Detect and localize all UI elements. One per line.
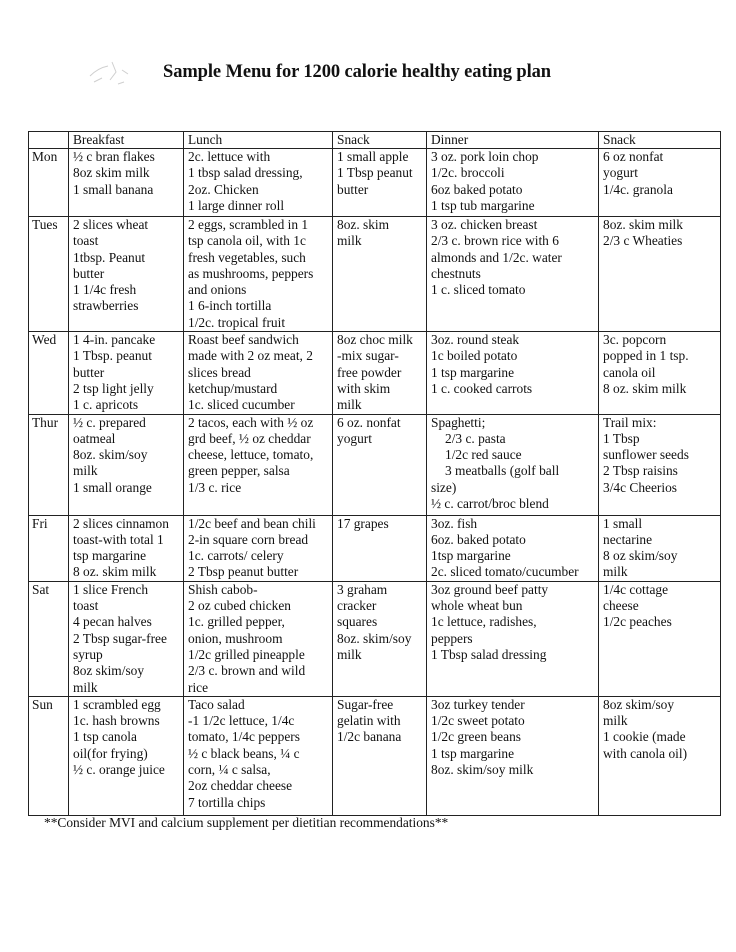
menu-item-line: yogurt: [603, 165, 638, 181]
table-row: [29, 149, 721, 217]
menu-item-line: 2c. sliced tomato/cucumber: [431, 564, 579, 580]
menu-item-line: ketchup/mustard: [188, 380, 278, 396]
menu-item-line: milk: [603, 564, 628, 580]
menu-item-line: 2 Tbsp raisins: [603, 463, 678, 479]
menu-item-line: 8oz skim/soy: [73, 663, 145, 679]
menu-item-line: 2/3 c. brown rice with 6: [431, 233, 559, 249]
menu-item-line: 1 large dinner roll: [188, 197, 285, 213]
menu-cell: [184, 414, 333, 515]
header-corner: [29, 132, 69, 149]
menu-item-line: 1 tsp margarine: [431, 745, 515, 761]
menu-item-line: sunflower seeds: [603, 447, 689, 463]
menu-item-line: free powder: [337, 364, 402, 380]
table-row: [29, 515, 721, 581]
menu-item-line: milk: [337, 233, 362, 249]
menu-item-line: 1/4c cottage: [603, 581, 669, 597]
menu-item-line: ½ c. orange juice: [73, 762, 165, 778]
menu-item-line: 1 1/4c fresh: [73, 282, 137, 298]
menu-item-line: canola oil: [603, 364, 656, 380]
menu-item-line: made with 2 oz meat, 2: [188, 348, 313, 364]
menu-item-line: toast: [73, 233, 99, 249]
menu-item-line: cheese, lettuce, tomato,: [188, 447, 314, 463]
menu-item-line: Shish cabob-: [188, 581, 258, 597]
menu-item-line: squares: [337, 614, 378, 630]
menu-cell: [333, 581, 427, 696]
menu-item-line: 1 tbsp salad dressing,: [188, 165, 303, 181]
menu-cell: [184, 696, 333, 815]
menu-cell: [69, 414, 184, 515]
menu-cell: [333, 414, 427, 515]
table-row: [29, 581, 721, 696]
menu-item-line: 1/2c beef and bean chili: [188, 515, 316, 531]
table-row: [29, 414, 721, 515]
menu-table: [28, 131, 721, 816]
day-label: Mon: [29, 149, 69, 217]
menu-item-line: 2oz cheddar cheese: [188, 778, 293, 794]
table-row: [29, 217, 721, 332]
menu-item-line: butter: [73, 265, 105, 281]
menu-item-line: 1 6-inch tortilla: [188, 298, 272, 314]
menu-item-line: 8 oz. skim milk: [73, 564, 157, 580]
menu-item-line: 1/2c green beans: [431, 729, 521, 745]
menu-item-line: 1 tsp canola: [73, 729, 137, 745]
menu-item-line: 1tsp margarine: [431, 548, 511, 564]
menu-cell: [184, 581, 333, 696]
column-header: Breakfast: [69, 132, 184, 149]
menu-item-line: 1 cookie (made: [603, 729, 686, 745]
menu-item-line: toast-with total 1: [73, 531, 164, 547]
menu-cell: [333, 515, 427, 581]
menu-item-line: peppers: [431, 630, 473, 646]
menu-item-line: 4 pecan halves: [73, 614, 152, 630]
menu-item-line: ½ c. prepared: [73, 414, 146, 430]
menu-cell: [427, 332, 599, 414]
menu-item-line: 1 c. apricots: [73, 397, 139, 413]
menu-item-line: as mushrooms, peppers: [188, 265, 314, 281]
menu-item-line: 1/4c. granola: [603, 181, 673, 197]
menu-cell: [69, 696, 184, 815]
menu-item-line: Spaghetti;: [431, 414, 486, 430]
menu-item-line: 1c. sliced cucumber: [188, 397, 295, 413]
menu-item-line: -mix sugar-: [337, 348, 399, 364]
menu-item-line: 2 tacos, each with ½ oz: [188, 414, 314, 430]
menu-cell: [333, 696, 427, 815]
column-header: Lunch: [184, 132, 333, 149]
menu-item-line: butter: [73, 364, 105, 380]
menu-item-line: ½ c bran flakes: [73, 149, 155, 164]
menu-item-line: onion, mushroom: [188, 630, 283, 646]
menu-item-line: Sugar-free: [337, 696, 394, 712]
menu-item-line: 3 meatballs (golf ball: [445, 463, 560, 479]
menu-item-line: 1/2c. broccoli: [431, 165, 505, 181]
menu-item-line: 1 small banana: [73, 181, 154, 197]
menu-item-line: 2/3 c. pasta: [445, 430, 506, 446]
menu-item-line: 1/2c peaches: [603, 614, 672, 630]
menu-item-line: 3 oz. chicken breast: [431, 217, 538, 232]
menu-item-line: fresh vegetables, such: [188, 249, 306, 265]
menu-item-line: 2-in square corn bread: [188, 531, 309, 547]
menu-item-line: 1c lettuce, radishes,: [431, 614, 537, 630]
day-label: Wed: [29, 332, 69, 414]
table-row: [29, 696, 721, 815]
menu-cell: [184, 217, 333, 332]
menu-cell: [184, 332, 333, 414]
menu-item-line: 3 oz. pork loin chop: [431, 149, 539, 164]
column-header: Snack: [333, 132, 427, 149]
menu-item-line: 8 oz skim/soy: [603, 548, 678, 564]
menu-item-line: 1 tsp tub margarine: [431, 197, 535, 213]
footer-note: **Consider MVI and calcium supplement per dietitian recommendations**: [44, 815, 449, 830]
menu-item-line: grd beef, ½ oz cheddar: [188, 430, 311, 446]
menu-cell: [427, 581, 599, 696]
day-label: Sat: [29, 581, 69, 696]
menu-item-line: 1 Tbsp peanut: [337, 165, 413, 181]
menu-item-line: 1 Tbsp. peanut: [73, 348, 152, 364]
menu-item-line: 1 small apple: [337, 149, 409, 164]
menu-cell: [599, 332, 721, 414]
menu-item-line: cracker: [337, 598, 377, 614]
menu-item-line: milk: [73, 679, 98, 695]
menu-item-line: 2 eggs, scrambled in 1: [188, 217, 309, 232]
menu-cell: [69, 581, 184, 696]
menu-cell: [427, 217, 599, 332]
day-label: Tues: [29, 217, 69, 332]
menu-item-line: Taco salad: [188, 696, 245, 712]
menu-cell: [333, 217, 427, 332]
menu-item-line: with skim: [337, 380, 391, 396]
menu-item-line: syrup: [73, 646, 103, 662]
menu-item-line: -1 1/2c lettuce, 1/4c: [188, 713, 295, 729]
day-label: Thur: [29, 414, 69, 515]
scan-smudge-mark: [88, 58, 136, 88]
menu-item-line: 1 Tbsp salad dressing: [431, 646, 547, 662]
menu-item-line: 1c. carrots/ celery: [188, 548, 284, 564]
menu-item-line: corn, ¼ c salsa,: [188, 762, 271, 778]
menu-item-line: 2 slices wheat: [73, 217, 149, 232]
menu-cell: [599, 515, 721, 581]
menu-cell: [69, 149, 184, 217]
menu-cell: [69, 217, 184, 332]
menu-item-line: 2 Tbsp peanut butter: [188, 564, 299, 580]
header-row: [29, 132, 721, 149]
table-row: [29, 332, 721, 414]
menu-cell: [184, 515, 333, 581]
menu-item-line: 1 slice French: [73, 581, 149, 597]
menu-item-line: 6oz baked potato: [431, 181, 523, 197]
menu-item-line: 8oz choc milk: [337, 332, 413, 348]
menu-item-line: 2 slices cinnamon: [73, 515, 169, 531]
menu-cell: [333, 149, 427, 217]
menu-cell: [599, 581, 721, 696]
menu-item-line: 3oz. round steak: [431, 332, 520, 348]
menu-item-line: 1 small: [603, 515, 643, 531]
menu-item-line: 6 oz. nonfat: [337, 414, 401, 430]
menu-item-line: popped in 1 tsp.: [603, 348, 689, 364]
menu-item-line: oil(for frying): [73, 745, 148, 761]
menu-item-line: whole wheat bun: [431, 598, 523, 614]
menu-item-line: 3oz turkey tender: [431, 696, 525, 712]
menu-item-line: 1 Tbsp: [603, 430, 640, 446]
menu-cell: [599, 149, 721, 217]
menu-item-line: 2/3 c Wheaties: [603, 233, 683, 249]
menu-item-line: tsp canola oil, with 1c: [188, 233, 306, 249]
menu-item-line: 8oz. skim: [337, 217, 390, 232]
menu-cell: [427, 149, 599, 217]
menu-item-line: milk: [337, 397, 362, 413]
menu-cell: [427, 414, 599, 515]
menu-item-line: toast: [73, 598, 99, 614]
menu-item-line: 1/3 c. rice: [188, 479, 242, 495]
menu-item-line: 2 Tbsp sugar-free: [73, 630, 167, 646]
menu-item-line: 1tbsp. Peanut: [73, 249, 146, 265]
menu-cell: [333, 332, 427, 414]
menu-cell: [599, 696, 721, 815]
menu-item-line: butter: [337, 181, 369, 197]
menu-cell: [69, 332, 184, 414]
page-title: Sample Menu for 1200 calorie healthy eating plan: [163, 62, 551, 82]
menu-item-line: 3/4c Cheerios: [603, 479, 678, 495]
menu-item-line: 2c. lettuce with: [188, 149, 271, 164]
menu-item-line: 3oz. fish: [431, 515, 478, 531]
menu-item-line: 1c. hash browns: [73, 713, 160, 729]
menu-item-line: 8 oz. skim milk: [603, 380, 687, 396]
menu-item-line: 17 grapes: [337, 515, 389, 531]
menu-item-line: milk: [603, 713, 628, 729]
menu-item-line: nectarine: [603, 531, 653, 547]
day-label: Fri: [29, 515, 69, 581]
menu-item-line: 8oz skim/soy: [603, 696, 675, 712]
menu-item-line: 2/3 c. brown and wild: [188, 663, 306, 679]
menu-item-line: size): [431, 479, 457, 495]
menu-item-line: gelatin with: [337, 713, 401, 729]
menu-item-line: 1 c. sliced tomato: [431, 282, 526, 298]
menu-item-line: 8oz. skim/soy milk: [431, 762, 534, 778]
menu-item-line: milk: [337, 646, 362, 662]
menu-cell: [599, 414, 721, 515]
menu-item-line: ½ c black beans, ¼ c: [188, 745, 300, 761]
menu-cell: [184, 149, 333, 217]
menu-item-line: cheese: [603, 598, 639, 614]
day-label: Sun: [29, 696, 69, 815]
menu-item-line: 1/2c banana: [337, 729, 402, 745]
menu-item-line: almonds and 1/2c. water: [431, 249, 562, 265]
menu-item-line: slices bread: [188, 364, 251, 380]
menu-cell: [427, 696, 599, 815]
menu-item-line: 7 tortilla chips: [188, 794, 266, 810]
menu-item-line: 3oz ground beef patty: [431, 581, 549, 597]
menu-item-line: 8oz skim milk: [73, 165, 150, 181]
menu-item-line: 1/2c red sauce: [445, 447, 522, 463]
menu-item-line: 1 c. cooked carrots: [431, 380, 533, 396]
menu-item-line: 1/2c grilled pineapple: [188, 646, 305, 662]
menu-item-line: and onions: [188, 282, 247, 298]
menu-item-line: 1c boiled potato: [431, 348, 518, 364]
menu-item-line: 6 oz nonfat: [603, 149, 664, 164]
column-header: Snack: [599, 132, 721, 149]
column-header: Dinner: [427, 132, 599, 149]
menu-item-line: 1/2c sweet potato: [431, 713, 525, 729]
menu-item-line: 8oz. skim milk: [603, 217, 683, 232]
menu-item-line: 2oz. Chicken: [188, 181, 259, 197]
menu-item-line: rice: [188, 679, 209, 695]
menu-item-line: 1/2c. tropical fruit: [188, 314, 286, 330]
menu-item-line: ½ c. carrot/broc blend: [431, 496, 549, 512]
menu-item-line: tsp margarine: [73, 548, 147, 564]
menu-item-line: Roast beef sandwich: [188, 332, 299, 348]
menu-item-line: 6oz. baked potato: [431, 531, 526, 547]
menu-item-line: chestnuts: [431, 265, 481, 281]
menu-item-line: 2 oz cubed chicken: [188, 598, 291, 614]
menu-cell: [427, 515, 599, 581]
menu-item-line: 1 small orange: [73, 479, 152, 495]
menu-item-line: green pepper, salsa: [188, 463, 290, 479]
menu-item-line: Trail mix:: [603, 414, 657, 430]
menu-item-line: 8oz. skim/soy: [337, 630, 412, 646]
menu-item-line: 2 tsp light jelly: [73, 380, 154, 396]
menu-item-line: 3c. popcorn: [603, 332, 667, 348]
menu-item-line: oatmeal: [73, 430, 116, 446]
menu-item-line: milk: [73, 463, 98, 479]
menu-item-line: tomato, 1/4c peppers: [188, 729, 300, 745]
menu-item-line: 1c. grilled pepper,: [188, 614, 285, 630]
menu-cell: [69, 515, 184, 581]
menu-item-line: 3 graham: [337, 581, 388, 597]
menu-item-line: yogurt: [337, 430, 372, 446]
menu-item-line: strawberries: [73, 298, 139, 314]
menu-item-line: 1 4-in. pancake: [73, 332, 156, 348]
menu-item-line: 8oz. skim/soy: [73, 447, 148, 463]
menu-item-line: 1 scrambled egg: [73, 696, 161, 712]
menu-cell: [599, 217, 721, 332]
menu-item-line: 1 tsp margarine: [431, 364, 515, 380]
menu-item-line: with canola oil): [603, 745, 688, 761]
